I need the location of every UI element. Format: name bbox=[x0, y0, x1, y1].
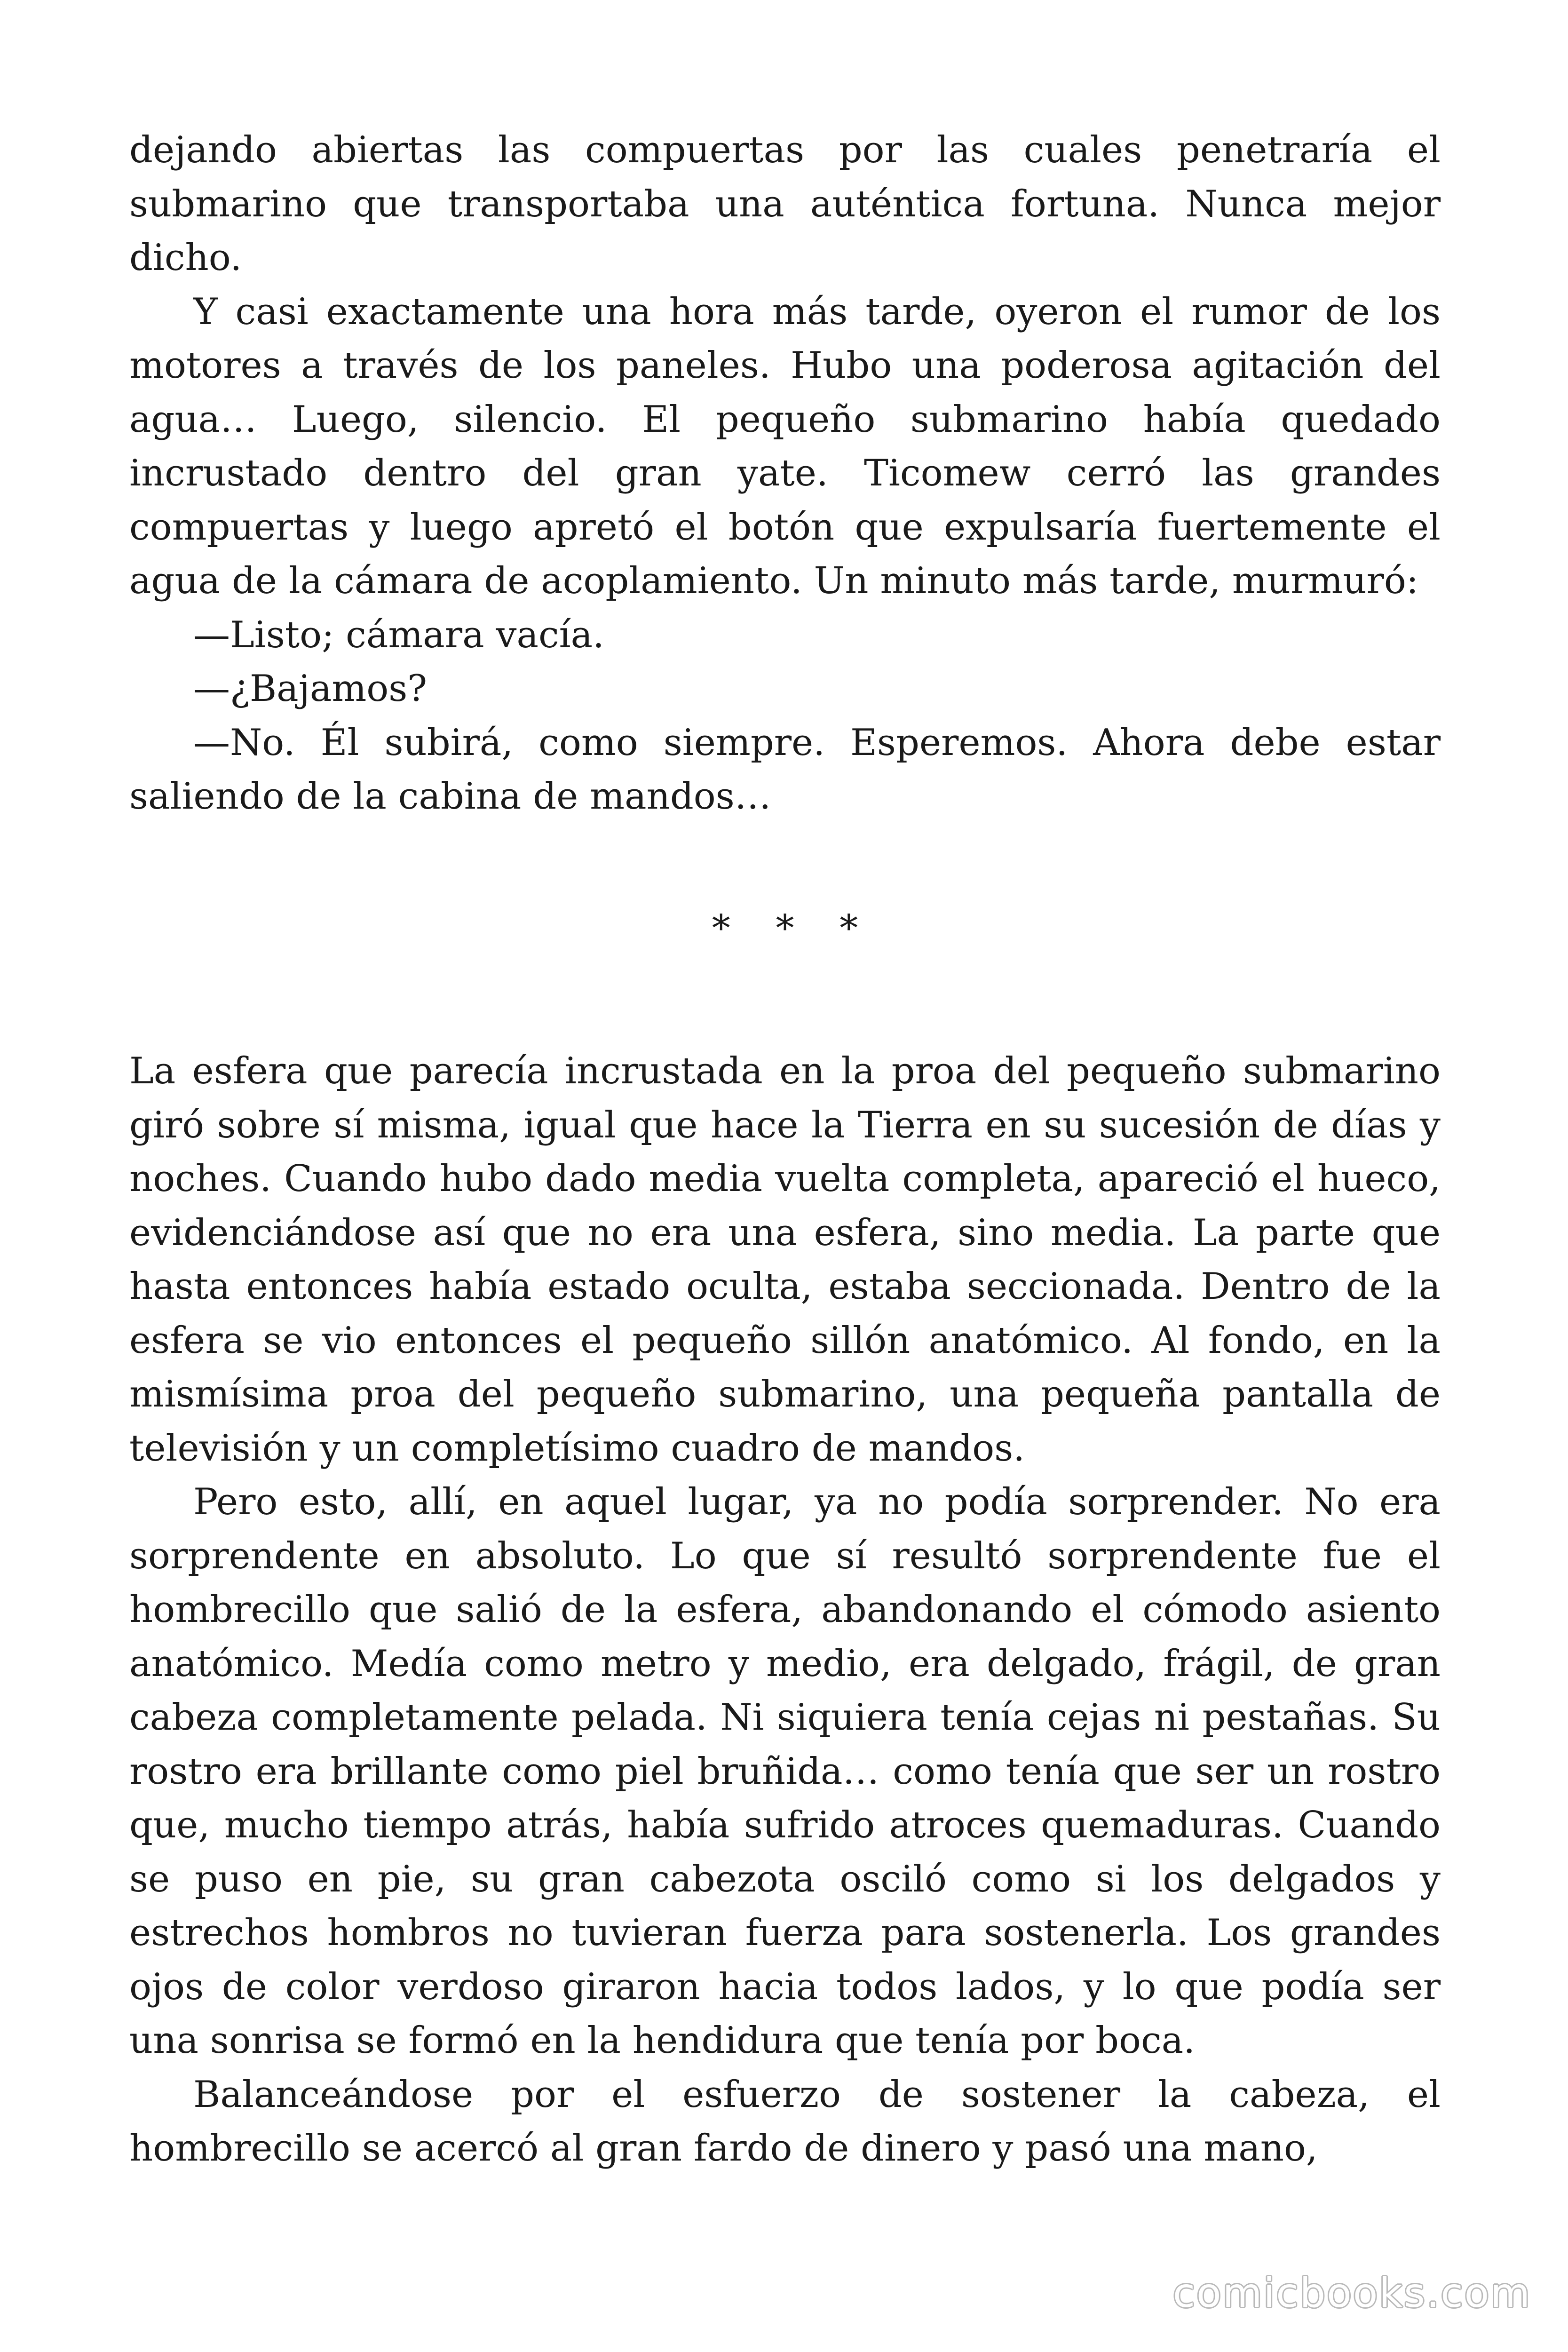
dialogue-line: —Listo; cámara vacía. bbox=[193, 613, 604, 656]
section-break: * * * bbox=[712, 907, 875, 950]
paragraph: Pero esto, allí, en aquel lugar, ya no podía sorprender. No era sorprendente en absoluto. Lo que sí resultó sorprendente fue el hombrecillo que salió de la esfera, abandonando el cómodo asiento anatómico. Medía como metro y medio, era delgado, frágil, de gran cabeza completamente pelada. Ni siquiera tenía cejas ni pestañas. Su rostro era brillante como piel bruñida… como tenía que ser un rostro que, mucho tiempo atrás, había sufrido atroces quemaduras. Cuando se puso en pie, su gran cabezota osciló como si los delgados y estrechos hombros no tuvieran fuerza para sostenerla. Los grandes ojos de color verdoso giraron hacia todos lados, y lo que podía ser una sonrisa se formó en la hendidura que tenía por boca. bbox=[129, 1481, 1441, 2062]
dialogue-line: —No. Él subirá, como siempre. Esperemos. Ahora debe estar saliendo de la cabina de mandos… bbox=[129, 721, 1441, 818]
paragraph: Balanceándose por el esfuerzo de sostener la cabeza, el hombrecillo se acercó al gran fardo de dinero y pasó una mano, bbox=[129, 2073, 1441, 2169]
dialogue-line: —¿Bajamos? bbox=[193, 667, 428, 710]
paragraph: Y casi exactamente una hora más tarde, oyeron el rumor de los motores a través de los paneles. Hubo una poderosa agitación del agua… Luego, silencio. El pequeño submarino había quedado incrustado dentro del gran yate. Ticomew cerró las grandes compuertas y luego apretó el botón que expulsaría fuertemente el agua de la cámara de acoplamiento. Un minuto más tarde, murmuró: bbox=[129, 290, 1441, 602]
book-page bbox=[129, 123, 1441, 2176]
watermark-logo: comicbooks.com bbox=[1172, 2270, 1531, 2317]
paragraph: La esfera que parecía incrustada en la proa del pequeño submarino giró sobre sí misma, igual que hace la Tierra en su sucesión de días y noches. Cuando hubo dado media vuelta completa, apareció el hueco, evidenciándose así que no era una esfera, sino media. La parte que hasta entonces había estado oculta, estaba seccionada. Dentro de la esfera se vio entonces el pequeño sillón anatómico. Al fondo, en la mismísima proa del pequeño submarino, una pequeña pantalla de televisión y un completísimo cuadro de mandos. bbox=[129, 1050, 1441, 1470]
paragraph: dejando abiertas las compuertas por las cuales penetraría el submarino que transportaba una auténtica fortuna. Nunca mejor dicho. bbox=[129, 129, 1441, 279]
